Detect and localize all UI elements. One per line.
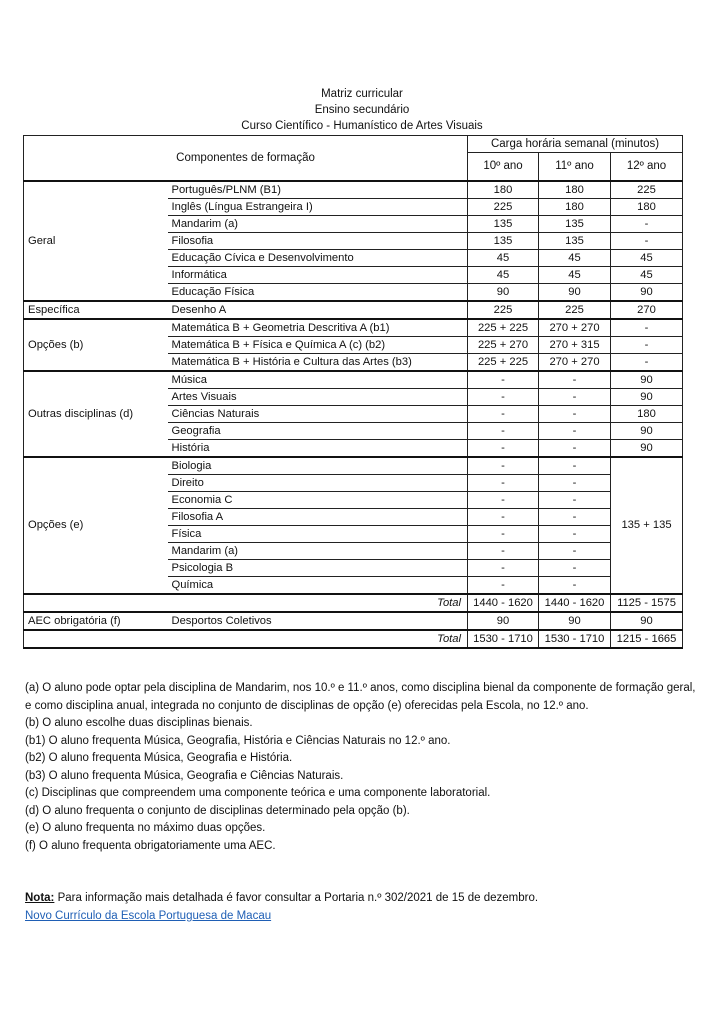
value-cell: -: [468, 560, 539, 577]
subject-cell: História: [168, 440, 468, 458]
value-cell: 225: [468, 199, 539, 216]
subject-cell: Direito: [168, 475, 468, 492]
value-cell: 225 + 270: [468, 337, 539, 354]
value-cell: -: [468, 440, 539, 458]
subject-cell: Mandarim (a): [168, 216, 468, 233]
subject-cell: Química: [168, 577, 468, 595]
header-row: [24, 136, 683, 153]
subject-cell: Filosofia: [168, 233, 468, 250]
value-cell: 270 + 270: [539, 319, 611, 337]
subject-cell: Geografia: [168, 423, 468, 440]
document-titles: [0, 86, 724, 134]
subject-cell: Desportos Coletivos: [168, 612, 468, 630]
subject-cell: Matemática B + Física e Química A (c) (b2): [168, 337, 468, 354]
value-cell: 135: [539, 233, 611, 250]
total-value: 1125 - 1575: [611, 594, 683, 612]
value-cell: 90: [539, 612, 611, 630]
subject-cell: Biologia: [168, 457, 468, 475]
subject-cell: Matemática B + Geometria Descritiva A (b1): [168, 319, 468, 337]
title-ensino: Ensino secundário: [314, 104, 410, 116]
subject-cell: Matemática B + História e Cultura das Artes (b3): [168, 354, 468, 372]
nota-line: [25, 890, 705, 908]
total-value: 1215 - 1665: [611, 630, 683, 648]
value-cell: -: [539, 440, 611, 458]
value-cell: -: [468, 457, 539, 475]
value-cell: 135: [468, 233, 539, 250]
value-cell: 270: [611, 301, 683, 319]
footnote-b1: (b1) O aluno frequenta Música, Geografia, História e Ciências Naturais no 12.º ano.: [25, 734, 451, 747]
footnote-f: (f) O aluno frequenta obrigatoriamente uma AEC.: [25, 839, 276, 852]
value-cell: -: [611, 337, 683, 354]
header-year-10: 10º ano: [468, 153, 539, 181]
nota-text: Para informação mais detalhada é favor consultar a Portaria n.º 302/2021 de 15 de dezembro.: [54, 892, 539, 904]
subject-cell: Ciências Naturais: [168, 406, 468, 423]
footnote-b: (b) O aluno escolhe duas disciplinas bienais.: [25, 717, 253, 729]
value-cell: 90: [539, 284, 611, 302]
group-outras: Outras disciplinas (d): [24, 371, 168, 457]
value-cell: 180: [539, 181, 611, 199]
footnote-d: (d) O aluno frequenta o conjunto de disciplinas determinado pela opção (b).: [25, 804, 410, 817]
subject-cell: Artes Visuais: [168, 389, 468, 406]
value-cell: 90: [611, 440, 683, 458]
nota-section: [25, 890, 705, 925]
curriculum-table: [23, 135, 683, 649]
group-aec: AEC obrigatória (f): [24, 612, 168, 630]
value-cell: -: [468, 577, 539, 595]
table-row: [24, 457, 683, 475]
group-opcoes-e: Opções (e): [24, 457, 168, 594]
value-cell: 180: [611, 406, 683, 423]
total-row: [24, 594, 683, 612]
value-cell: 45: [539, 250, 611, 267]
subject-cell: Física: [168, 526, 468, 543]
footnote-b3: (b3) O aluno frequenta Música, Geografia e Ciências Naturais.: [25, 769, 344, 782]
value-cell: -: [468, 406, 539, 423]
footnote-e: (e) O aluno frequenta no máximo duas opções.: [25, 822, 266, 834]
subject-cell: Educação Cívica e Desenvolvimento: [168, 250, 468, 267]
value-cell: -: [539, 526, 611, 543]
subject-cell: Informática: [168, 267, 468, 284]
value-cell: 45: [468, 267, 539, 284]
nota-label: Nota:: [25, 892, 55, 904]
value-cell: -: [539, 543, 611, 560]
value-cell: 270 + 315: [539, 337, 611, 354]
value-cell: 45: [539, 267, 611, 284]
group-especifica: Específica: [24, 301, 168, 319]
value-cell: -: [611, 216, 683, 233]
header-load: Carga horária semanal (minutos): [468, 136, 683, 153]
total-label: Total: [24, 630, 468, 648]
table-row: [24, 181, 683, 199]
header-year-12: 12º ano: [611, 153, 683, 181]
value-cell: -: [539, 560, 611, 577]
group-opcoes-b: Opções (b): [24, 319, 168, 371]
value-cell: -: [539, 389, 611, 406]
value-cell: -: [611, 354, 683, 372]
value-cell: -: [539, 509, 611, 526]
value-cell: 270 + 270: [539, 354, 611, 372]
aec-row: [24, 612, 683, 630]
title-curso: Curso Científico - Humanístico de Artes Visuais: [241, 120, 483, 132]
footnote-b2: (b2) O aluno frequenta Música, Geografia e História.: [25, 752, 293, 764]
value-cell: -: [468, 509, 539, 526]
value-cell: 225 + 225: [468, 319, 539, 337]
curriculum-link[interactable]: Novo Currículo da Escola Portuguesa de Macau: [25, 909, 272, 922]
value-cell: -: [468, 371, 539, 389]
value-cell: 90: [611, 389, 683, 406]
total-value: 1440 - 1620: [539, 594, 611, 612]
value-cell: -: [611, 319, 683, 337]
value-cell: -: [539, 371, 611, 389]
value-cell: 90: [468, 612, 539, 630]
subject-cell: Economia C: [168, 492, 468, 509]
value-cell: 180: [539, 199, 611, 216]
subject-cell: Português/PLNM (B1): [168, 181, 468, 199]
subject-cell: Educação Física: [168, 284, 468, 302]
value-cell: -: [468, 423, 539, 440]
value-cell: 180: [468, 181, 539, 199]
value-cell: 45: [611, 250, 683, 267]
group-geral: Geral: [24, 181, 168, 301]
value-cell: 225: [611, 181, 683, 199]
value-cell: 225: [539, 301, 611, 319]
footnote-a: (a) O aluno pode optar pela disciplina de Mandarim, nos 10.º e 11.º anos, como disciplina bienal da componente de formação geral, e como disciplina anual, integrada no conjunto de disciplinas de opção (e) oferecidas pela Escola, no 12.º ano.: [25, 682, 696, 712]
table-row: [24, 319, 683, 337]
value-cell: 90: [611, 371, 683, 389]
table-row: [24, 371, 683, 389]
value-cell: 180: [611, 199, 683, 216]
value-cell: -: [539, 457, 611, 475]
subject-cell: Filosofia A: [168, 509, 468, 526]
table-row: [24, 301, 683, 319]
value-cell: 45: [611, 267, 683, 284]
total-value: 1440 - 1620: [468, 594, 539, 612]
value-cell: 90: [611, 284, 683, 302]
value-cell: 225: [468, 301, 539, 319]
subject-cell: Psicologia B: [168, 560, 468, 577]
opcoes-e-12-merged: 135 + 135: [611, 457, 683, 594]
header-year-11: 11º ano: [539, 153, 611, 181]
value-cell: -: [611, 233, 683, 250]
value-cell: 45: [468, 250, 539, 267]
value-cell: -: [539, 492, 611, 509]
subject-cell: Inglês (Língua Estrangeira I): [168, 199, 468, 216]
subject-cell: Mandarim (a): [168, 543, 468, 560]
subject-cell: Música: [168, 371, 468, 389]
value-cell: 135: [539, 216, 611, 233]
footnotes: [25, 680, 705, 855]
total-row: [24, 630, 683, 648]
value-cell: -: [468, 492, 539, 509]
value-cell: 90: [468, 284, 539, 302]
total-value: 1530 - 1710: [539, 630, 611, 648]
value-cell: -: [468, 543, 539, 560]
value-cell: -: [468, 526, 539, 543]
value-cell: -: [539, 577, 611, 595]
value-cell: -: [539, 475, 611, 492]
title-matriz: Matriz curricular: [321, 88, 403, 100]
value-cell: 135: [468, 216, 539, 233]
value-cell: -: [539, 406, 611, 423]
value-cell: 225 + 225: [468, 354, 539, 372]
value-cell: 90: [611, 423, 683, 440]
value-cell: -: [468, 389, 539, 406]
footnote-c: (c) Disciplinas que compreendem uma componente teórica e uma componente laboratorial.: [25, 787, 491, 799]
value-cell: -: [468, 475, 539, 492]
total-value: 1530 - 1710: [468, 630, 539, 648]
header-components: Componentes de formação: [24, 136, 468, 182]
subject-cell: Desenho A: [168, 301, 468, 319]
total-label: Total: [24, 594, 468, 612]
value-cell: -: [539, 423, 611, 440]
value-cell: 90: [611, 612, 683, 630]
